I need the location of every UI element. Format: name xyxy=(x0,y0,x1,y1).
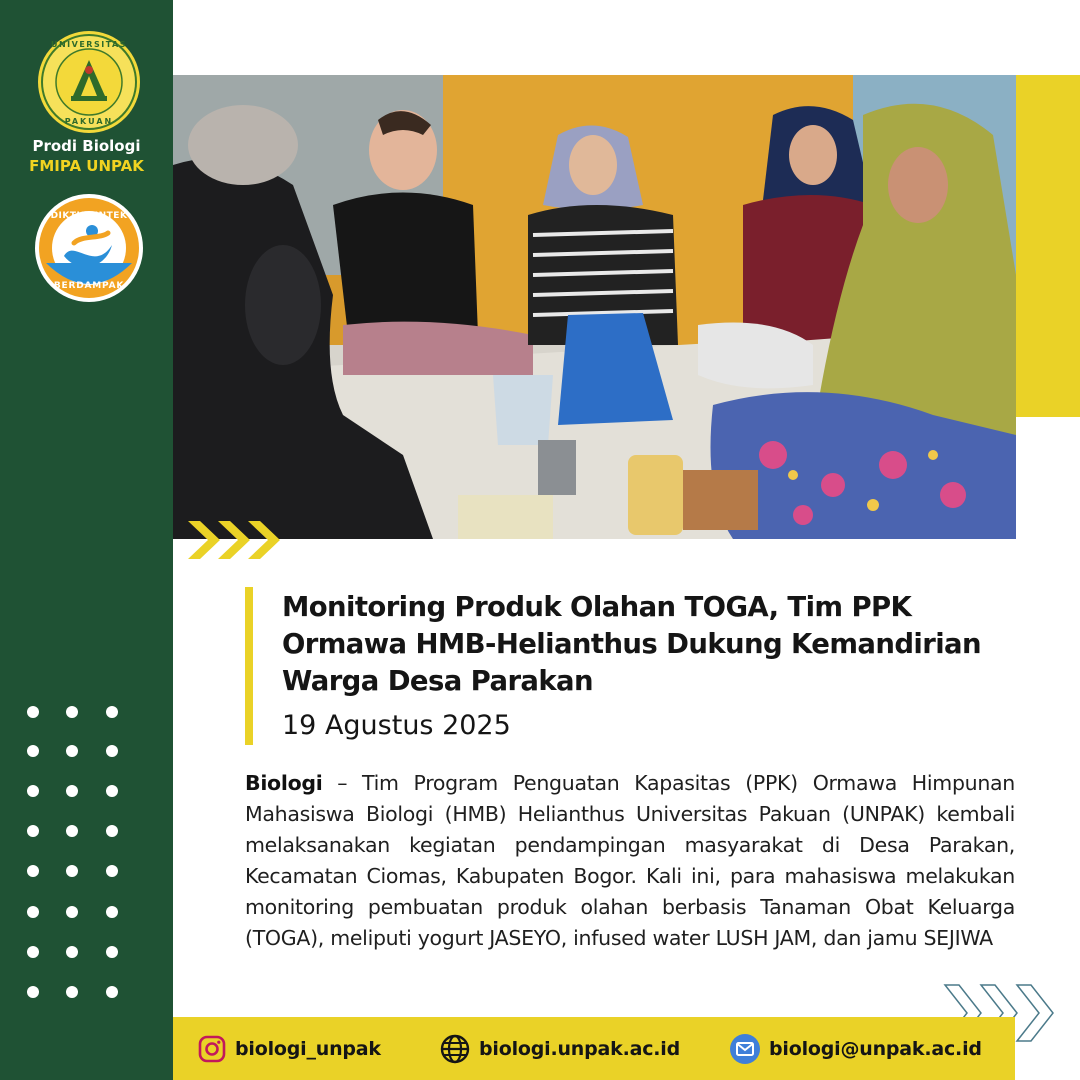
yellow-accent-block xyxy=(1016,75,1080,417)
article-date: 19 Agustus 2025 xyxy=(282,710,511,741)
faculty-name: FMIPA UNPAK xyxy=(29,157,144,175)
prodi-name: Prodi Biologi xyxy=(32,137,141,155)
instagram-handle: biologi_unpak xyxy=(235,1037,381,1060)
instagram-icon xyxy=(197,1034,227,1064)
website-url: biologi.unpak.ac.id xyxy=(479,1037,681,1060)
globe-icon xyxy=(439,1033,471,1065)
article-body-text: – Tim Program Penguatan Kapasitas (PPK) Ormawa Himpunan Mahasiswa Biologi (HMB) Helianthus Universitas Pakuan (UNPAK) kembali melaksanakan kegiatan pendampingan masyarakat di Desa Parakan, Kecamatan Ciomas, Kabupaten Bogor. Kali ini, para mahasiswa melakukan monitoring pembuatan produk olahan berbasis Tanaman Obat Keluarga (TOGA), meliputi yogurt JASEYO, infused water LUSH JAM, dan jamu SEJIWA xyxy=(245,771,1015,950)
website-contact[interactable] xyxy=(439,1017,680,1080)
photo-illustration xyxy=(173,75,1016,539)
contact-footer xyxy=(173,1017,1015,1080)
article-body xyxy=(245,768,1015,954)
yellow-chevrons-decoration xyxy=(188,517,282,563)
sidebar xyxy=(0,0,173,1080)
dikti-top-text: DIKTISAINTEK xyxy=(50,211,128,221)
email-contact[interactable] xyxy=(729,1017,982,1080)
decorative-dots xyxy=(25,704,135,1024)
diktisaintek-berdampak-logo xyxy=(34,193,144,303)
universitas-pakuan-logo xyxy=(37,30,141,134)
instagram-contact[interactable] xyxy=(197,1017,381,1080)
title-accent-bar xyxy=(245,587,253,745)
dikti-bottom-text: BERDAMPAK xyxy=(53,281,125,291)
svg-text:UNIVERSITAS: UNIVERSITAS xyxy=(50,40,128,49)
article-lead: Biologi xyxy=(245,771,323,795)
svg-text:PAKUAN: PAKUAN xyxy=(64,117,114,126)
email-address: biologi@unpak.ac.id xyxy=(769,1037,982,1060)
mail-icon xyxy=(729,1033,761,1065)
article-title: Monitoring Produk Olahan TOGA, Tim PPK Ormawa HMB-Helianthus Dukung Kemandirian Warga Desa Parakan xyxy=(282,591,981,697)
activity-photo xyxy=(173,75,1016,539)
